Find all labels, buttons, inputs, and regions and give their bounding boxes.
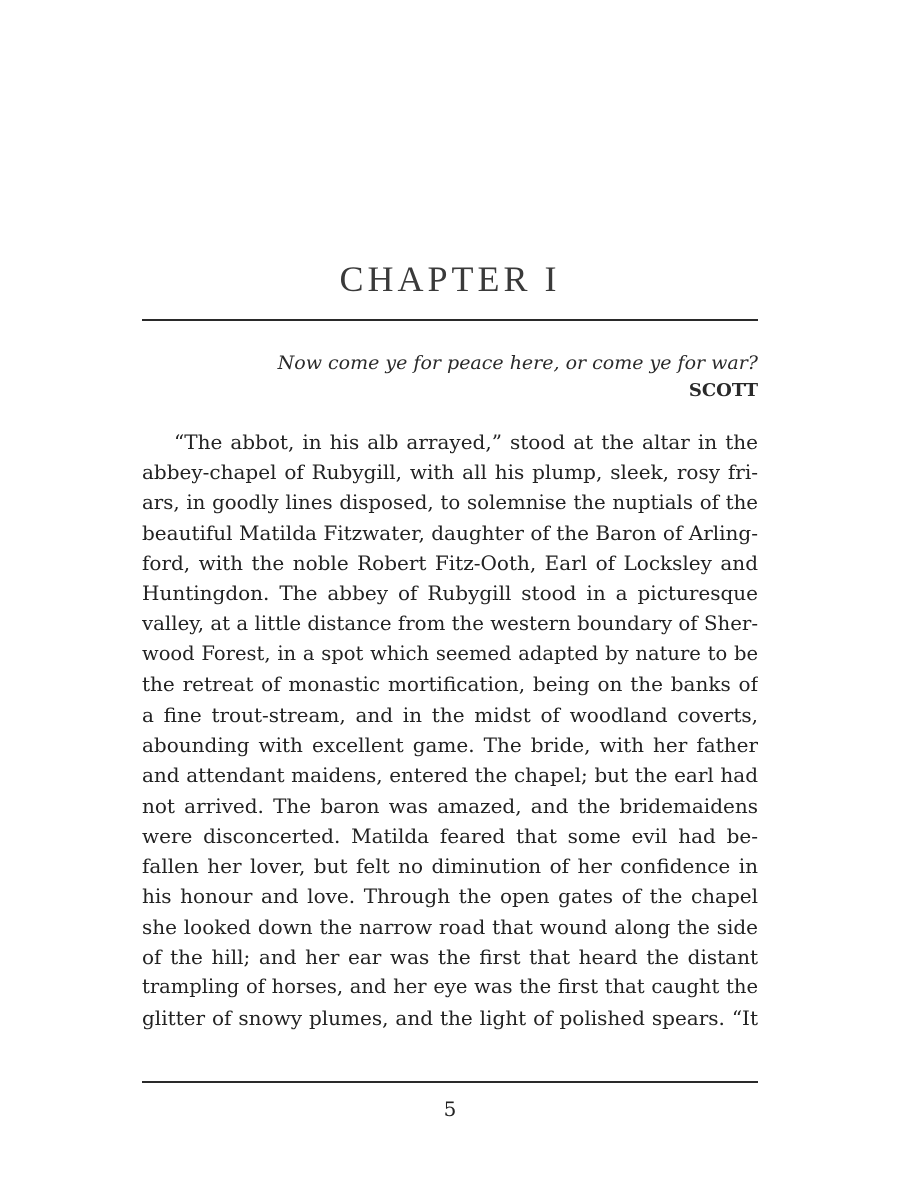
body-line: she looked down the narrow road that wound along the side <box>142 914 758 939</box>
body-line: glitter of snowy plumes, and the light of polished spears. “It <box>142 1005 758 1030</box>
body-line: Huntingdon. The abbey of Rubygill stood in a picturesque <box>142 581 758 606</box>
body-line: trampling of horses, and her eye was the first that caught the <box>142 975 758 999</box>
body-line: not arrived. The baron was amazed, and the bridemaidens <box>142 793 758 818</box>
body-line: the retreat of monastic mortification, being on the banks of <box>142 672 758 697</box>
body-line: valley, at a little distance from the western boundary of Sher- <box>142 611 758 635</box>
body-line: abounding with excellent game. The bride, with her father <box>142 732 758 757</box>
body-line: “The abbot, in his alb arrayed,” stood at the altar in the <box>174 430 758 454</box>
body-line: of the hill; and her ear was the first that heard the distant <box>142 945 758 970</box>
body-line: were disconcerted. Matilda feared that some evil had be- <box>142 823 758 848</box>
epigraph-author: SCOTT <box>688 380 758 401</box>
epigraph-quote: Now come ye for peace here, or come ye for war? <box>277 352 758 374</box>
body-line: a fine trout-stream, and in the midst of woodland coverts, <box>142 702 758 727</box>
body-line: ars, in goodly lines disposed, to solemnise the nuptials of the <box>142 490 758 514</box>
body-line: and attendant maidens, entered the chapel; but the earl had <box>142 763 758 788</box>
page-number: 5 <box>443 1097 457 1121</box>
body-line: beautiful Matilda Fitzwater, daughter of the Baron of Arling- <box>142 520 758 545</box>
body-line: wood Forest, in a spot which seemed adapted by nature to be <box>142 642 758 666</box>
body-line: abbey-chapel of Rubygill, with all his plump, sleek, rosy fri- <box>142 460 758 485</box>
epigraph <box>142 349 758 404</box>
body-paragraph <box>142 427 758 1033</box>
chapter-title: CHAPTER I <box>339 259 561 299</box>
top-rule <box>142 319 758 321</box>
body-line: his honour and love. Through the open gates of the chapel <box>142 884 758 909</box>
bottom-rule <box>142 1081 758 1083</box>
body-line: ford, with the noble Robert Fitz-Ooth, Earl of Locksley and <box>142 551 758 576</box>
body-line: fallen her lover, but felt no diminution of her confidence in <box>142 854 758 879</box>
